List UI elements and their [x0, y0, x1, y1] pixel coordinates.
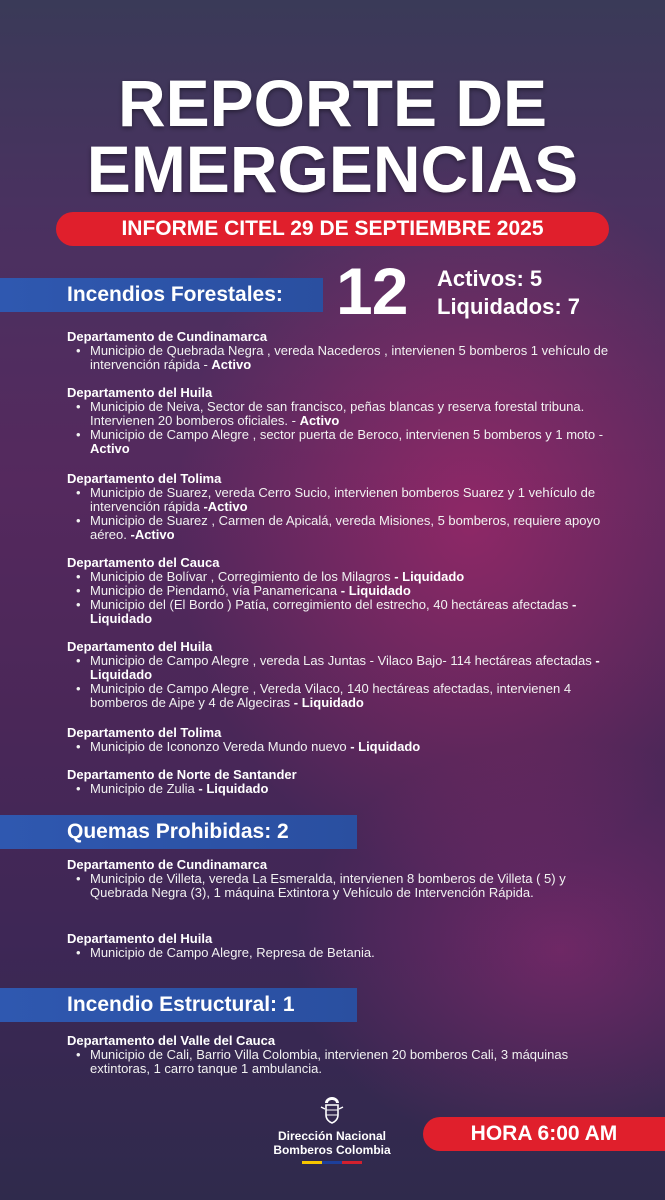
department-heading: Departamento de Norte de Santander	[67, 767, 297, 782]
forestales-liquidados: Liquidados: 7	[437, 294, 580, 319]
forestales-group-6	[67, 768, 627, 796]
colombia-crest-icon	[318, 1095, 346, 1125]
forestales-group-2	[67, 472, 627, 542]
forestales-total: 12	[336, 254, 408, 328]
forestales-group-4	[67, 640, 627, 710]
estructural-band	[0, 988, 357, 1022]
forestales-group-1	[67, 386, 627, 456]
department-heading: Departamento del Huila	[67, 385, 213, 400]
list-item: • Municipio de Campo Alegre , Vereda Vilaco, 140 hectáreas afectadas, intervienen 4 bomberos de Aipe y 4 de Algeciras - Liquidado	[67, 682, 627, 710]
quemas-band	[0, 815, 357, 849]
forestales-activos: Activos: 5	[437, 266, 543, 291]
list-item: • Municipio de Bolívar , Corregimiento de los Milagros - Liquidado	[67, 570, 627, 584]
list-item: • Municipio de Campo Alegre , vereda Las Juntas - Vilaco Bajo- 114 hectáreas afectadas - Liquidado	[67, 654, 627, 682]
organization-logo	[262, 1095, 402, 1164]
org-name-line2: Bomberos Colombia	[273, 1143, 391, 1157]
time-label: HORA 6:00 AM	[470, 1122, 618, 1145]
colombia-flag-stripe	[302, 1161, 362, 1164]
list-item: • Municipio de Cali, Barrio Villa Colombia, intervienen 20 bomberos Cali, 3 máquinas extintoras, 1 carro tanque 1 ambulancia.	[67, 1048, 627, 1076]
quemas-label: Quemas Prohibidas: 2	[67, 820, 289, 843]
forestales-group-3	[67, 556, 627, 626]
estructural-group-0	[67, 1034, 627, 1076]
department-heading: Departamento del Tolima	[67, 725, 222, 740]
list-item: • Municipio de Suarez , Carmen de Apicalá, vereda Misiones, 5 bomberos, requiere apoyo aéreo. -Activo	[67, 514, 627, 542]
quemas-group-0	[67, 858, 627, 900]
report-date-pill	[56, 212, 609, 246]
list-item: • Municipio de Neiva, Sector de san francisco, peñas blancas y reserva forestal tribuna. Intervienen 20 bomberos oficiales. - Activo	[67, 400, 627, 428]
forestales-band	[0, 278, 323, 312]
list-item: • Municipio de Zulia - Liquidado	[67, 782, 627, 796]
department-heading: Departamento del Huila	[67, 639, 213, 654]
department-heading: Departamento del Tolima	[67, 471, 222, 486]
list-item: • Municipio de Campo Alegre, Represa de Betania.	[67, 946, 627, 960]
forestales-group-5	[67, 726, 627, 754]
department-heading: Departamento de Cundinamarca	[67, 329, 268, 344]
list-item: • Municipio de Campo Alegre , sector puerta de Beroco, intervienen 5 bomberos y 1 moto - Activo	[67, 428, 627, 456]
list-item: • Municipio de Quebrada Negra , vereda Nacederos , intervienen 5 bomberos 1 vehículo de intervención rápida - Activo	[67, 344, 627, 372]
forestales-group-0	[67, 330, 627, 372]
list-item: • Municipio de Suarez, vereda Cerro Sucio, intervienen bomberos Suarez y 1 vehículo de intervención rápida -Activo	[67, 486, 627, 514]
forestales-label: Incendios Forestales:	[67, 283, 283, 306]
page-title-line2: EMERGENCIAS	[86, 132, 579, 206]
time-pill	[423, 1117, 665, 1151]
department-heading: Departamento del Valle del Cauca	[67, 1033, 276, 1048]
list-item: • Municipio de Icononzo Vereda Mundo nuevo - Liquidado	[67, 740, 627, 754]
page-title-line1: REPORTE DE	[117, 66, 548, 140]
list-item: • Municipio de Piendamó, vía Panamericana - Liquidado	[67, 584, 627, 598]
department-heading: Departamento de Cundinamarca	[67, 857, 268, 872]
department-heading: Departamento del Huila	[67, 931, 213, 946]
quemas-group-1	[67, 932, 627, 960]
department-heading: Departamento del Cauca	[67, 555, 220, 570]
org-name-line1: Dirección Nacional	[277, 1129, 387, 1143]
list-item: • Municipio de Villeta, vereda La Esmeralda, intervienen 8 bomberos de Villeta ( 5) y Quebrada Negra (3), 1 máquina Extintora y Vehículo de Intervención Rápida.	[67, 872, 627, 900]
estructural-label: Incendio Estructural: 1	[67, 993, 295, 1016]
list-item: • Municipio del (El Bordo ) Patía, corregimiento del estrecho, 40 hectáreas afectadas - Liquidado	[67, 598, 627, 626]
report-date-label: INFORME CITEL 29 DE SEPTIEMBRE 2025	[121, 217, 544, 240]
